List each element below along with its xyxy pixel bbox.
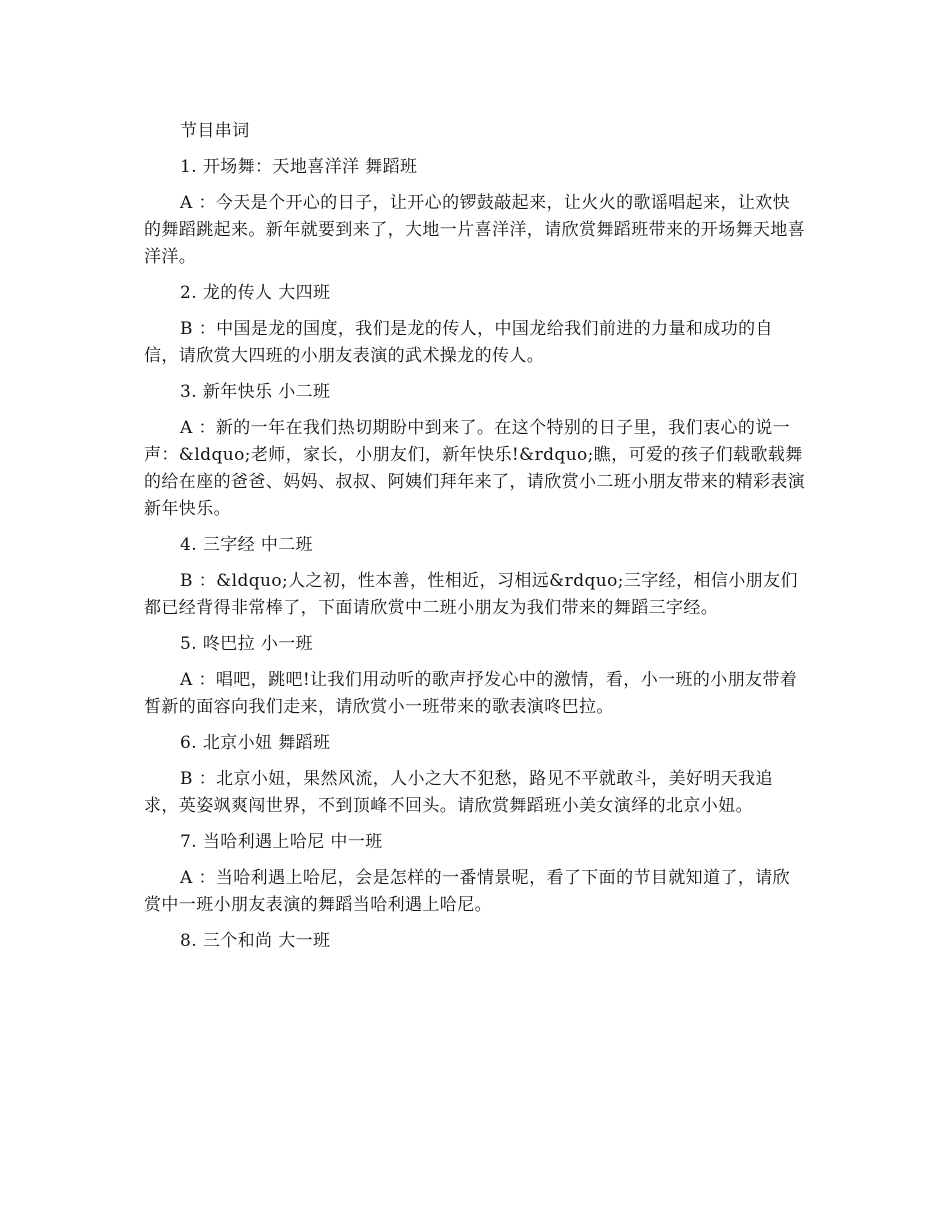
program-text-2: B ：中国是龙的国度，我们是龙的传人，中国龙给我们前进的力量和成功的自信，请欣赏大四班的小朋友表演的武术操龙的传人。: [144, 319, 773, 366]
program-heading-3: 3. 新年快乐 小二班: [180, 382, 331, 402]
program-text-5: A ：唱吧，跳吧!让我们用动听的歌声抒发心中的激情，看，小一班的小朋友带着皙新的面容向我们走来，请欣赏小一班带来的歌表演咚巴拉。: [144, 670, 798, 717]
document-body: [144, 118, 806, 964]
document-title: 节目串词: [180, 121, 250, 141]
program-heading-7: 7. 当哈利遇上哈尼 中一班: [180, 832, 383, 852]
program-heading-2: 2. 龙的传人 大四班: [180, 283, 331, 303]
program-heading-8: 8. 三个和尚 大一班: [180, 931, 331, 951]
program-heading-4: 4. 三字经 中二班: [180, 535, 314, 555]
program-text-6: B ：北京小妞，果然风流，人小之大不犯愁，路见不平就敢斗，美好明天我追求，英姿飒爽闯世界，不到顶峰不回头。请欣赏舞蹈班小美女演绎的北京小妞。: [144, 769, 773, 816]
program-text-1: A ：今天是个开心的日子，让开心的锣鼓敲起来，让火火的歌谣唱起来，让欢快的舞蹈跳起来。新年就要到来了，大地一片喜洋洋，请欣赏舞蹈班带来的开场舞天地喜洋洋。: [144, 193, 806, 267]
program-text-7: A ：当哈利遇上哈尼，会是怎样的一番情景呢，看了下面的节目就知道了，请欣赏中一班小朋友表演的舞蹈当哈利遇上哈尼。: [144, 868, 791, 915]
program-heading-5: 5. 咚巴拉 小一班: [180, 634, 314, 654]
program-heading-1: 1. 开场舞：天地喜洋洋 舞蹈班: [180, 157, 418, 177]
program-text-3: A ：新的一年在我们热切期盼中到来了。在这个特别的日子里，我们衷心的说一声：&ldquo;老师，家长，小朋友们，新年快乐!&rdquo;瞧，可爱的孩子们载歌载舞的给在座的爸爸、妈妈、叔叔、阿姨们拜年来了，请欣赏小二班小朋友带来的精彩表演新年快乐。: [144, 418, 806, 519]
program-text-4: B ：&ldquo;人之初，性本善，性相近，习相远&rdquo;三字经，相信小朋友们都已经背得非常棒了，下面请欣赏中二班小朋友为我们带来的舞蹈三字经。: [144, 571, 798, 618]
program-heading-6: 6. 北京小妞 舞蹈班: [180, 733, 331, 753]
